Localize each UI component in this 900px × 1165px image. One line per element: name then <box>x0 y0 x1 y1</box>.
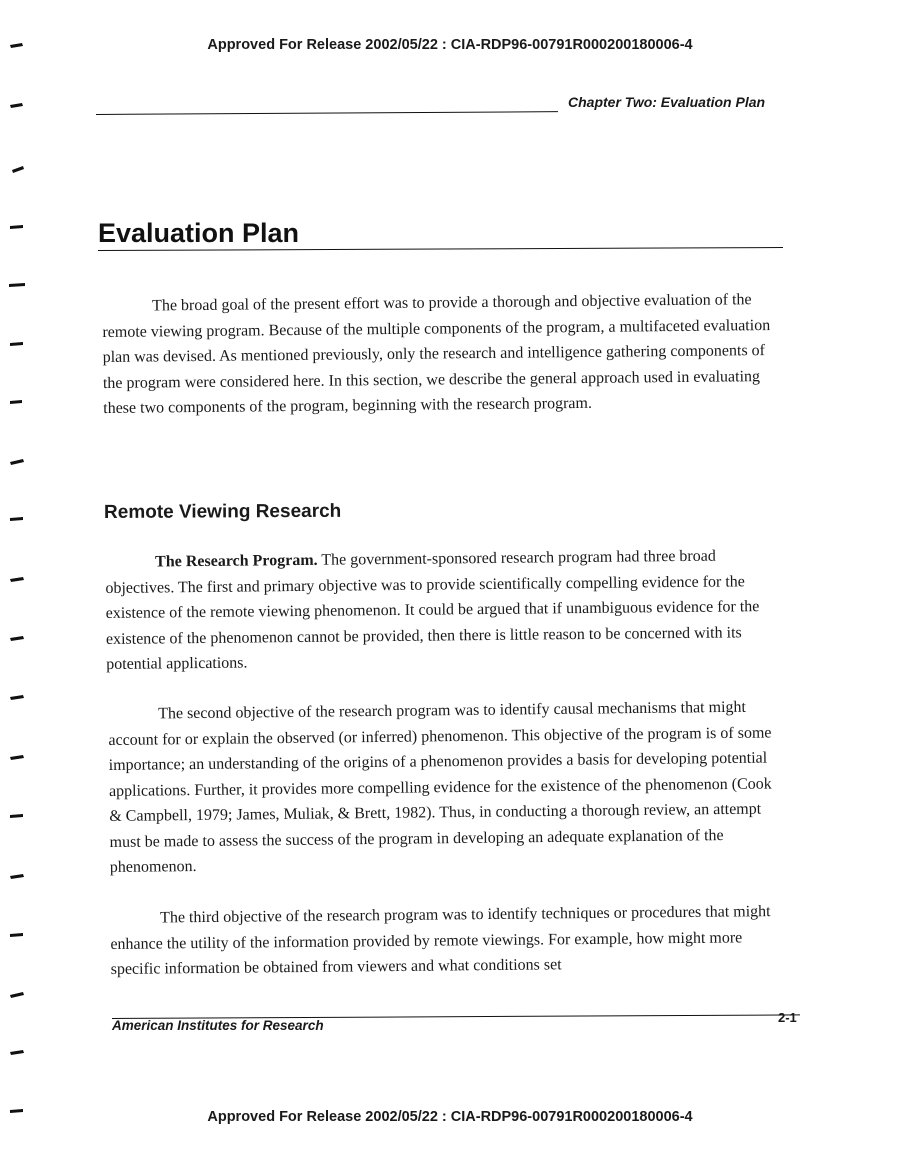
margin-mark <box>9 283 25 287</box>
section-heading: Remote Viewing Research <box>103 500 342 523</box>
margin-mark <box>10 695 24 700</box>
margin-mark <box>10 636 24 641</box>
margin-mark <box>10 755 24 760</box>
margin-mark <box>10 342 23 346</box>
margin-mark <box>10 103 23 108</box>
release-header: Approved For Release 2002/05/22 : CIA-RDP96-00791R000200180006-4 <box>207 37 693 53</box>
paragraph-text: The government-sponsored research program had three broad objectives. The first and primary objective was to provide scientifically compelling evidence for the existence of the remote viewing phenomenon. It could be argued that if unambiguous evidence for the existence of the phenomenon cannot be provided, then there is little reason to be concerned with its potential applications. <box>105 547 760 673</box>
intro-paragraph: The broad goal of the present effort was to provide a thorough and objective evaluation of the remote viewing program. Because of the multiple components of the program, a multifaceted evaluation plan was devised. As mentioned previously, only the research and intelligence gathering components of the program were considered here. In this section, we describe the general approach used in evaluating these two components of the program, beginning with the research program. <box>102 291 771 417</box>
margin-mark <box>10 933 23 937</box>
page-number: 2-1 <box>778 1010 797 1025</box>
margin-mark <box>12 166 24 173</box>
release-footer: Approved For Release 2002/05/22 : CIA-RDP96-00791R000200180006-4 <box>207 1109 693 1125</box>
margin-mark <box>10 874 24 879</box>
footer-organization: American Institutes for Research <box>112 1018 324 1033</box>
binding-hole-marks <box>0 0 40 1165</box>
margin-mark <box>10 43 23 48</box>
run-in-heading: The Research Program. <box>155 551 318 571</box>
margin-mark <box>10 225 23 229</box>
research-program-paragraph <box>105 543 782 678</box>
margin-mark <box>10 459 24 465</box>
margin-mark <box>10 577 24 582</box>
margin-mark <box>10 992 24 998</box>
margin-mark <box>10 814 23 818</box>
second-objective-paragraph: The second objective of the research program was to identify causal mechanisms that might account for or explain the observed (or inferred) phenomenon. This objective of the program is of some importance; an understanding of the origins of a phenomenon provides a basis for developing potential applications. Further, it provides more compelling evidence for the existence of the phenomenon (Cook & Campbell, 1979; James, Muliak, & Brett, 1982). Thus, in conducting a thorough review, an attempt must be made to assess the success of the program in developing an adequate explanation of the phenomenon. <box>108 698 772 876</box>
margin-mark <box>10 1050 24 1055</box>
running-header: Chapter Two: Evaluation Plan <box>568 94 766 110</box>
header-rule <box>96 111 558 115</box>
margin-mark <box>10 1109 23 1113</box>
margin-mark <box>10 400 22 404</box>
third-objective-paragraph: The third objective of the research program was to identify techniques or procedures that might enhance the utility of the information provided by remote viewings. For example, how might more specific information be obtained from viewers and what conditions set <box>110 903 771 978</box>
page-title: Evaluation Plan <box>98 218 300 248</box>
margin-mark <box>10 517 23 521</box>
